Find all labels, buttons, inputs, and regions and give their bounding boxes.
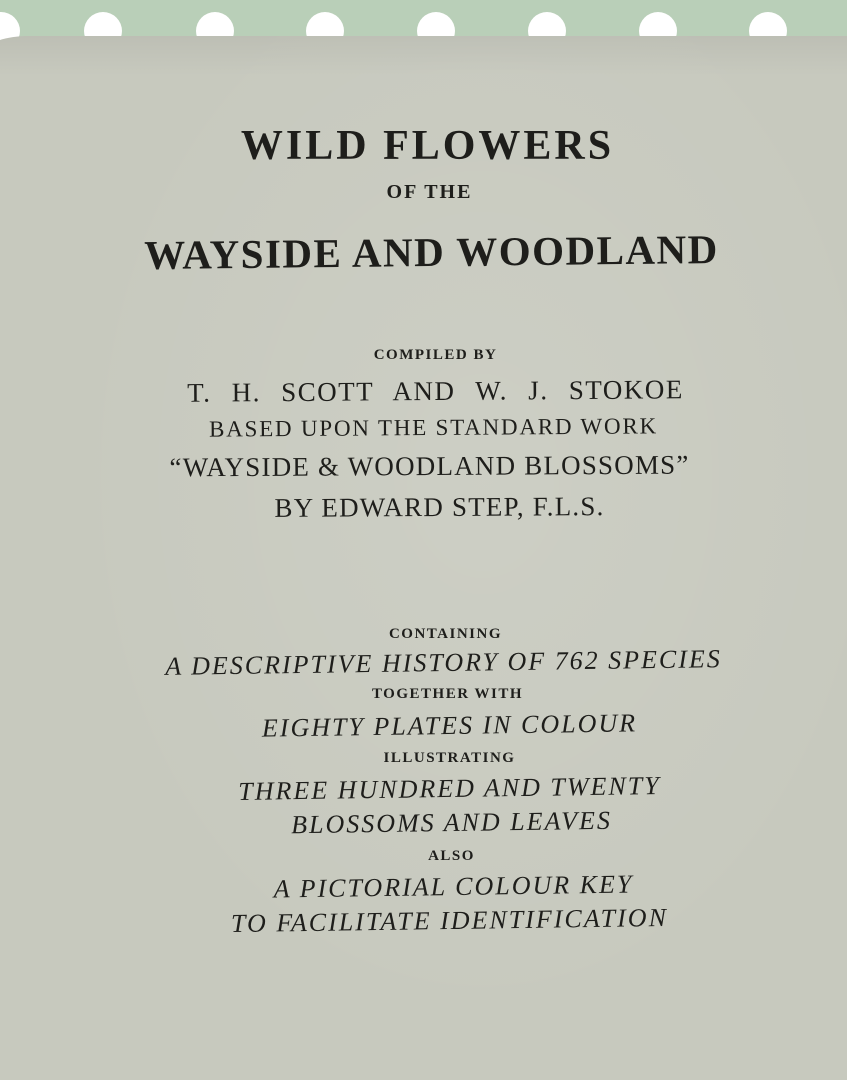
based-upon-line: BASED UPON THE STANDARD WORK [208,413,659,442]
book-title-line-3: WAYSIDE AND WOODLAND [144,225,719,279]
contents-line-blossoms: BLOSSOMS AND LEAVES [290,805,613,840]
contents-line-colour-key: A PICTORIAL COLOUR KEY [273,869,634,904]
contents-line-blossoms-count: THREE HUNDRED AND TWENTY [238,771,661,806]
source-author-line: BY EDWARD STEP, F.L.S. [274,491,605,523]
illustrating-label: ILLUSTRATING [383,750,516,766]
authors-line: T. H. SCOTT AND W. J. STOKOE [187,374,684,408]
source-work-title: “WAYSIDE & WOODLAND BLOSSOMS” [169,449,690,483]
also-label: ALSO [428,848,475,864]
book-title-line-2: OF THE [386,181,473,203]
contents-line-identification: TO FACILITATE IDENTIFICATION [230,902,669,939]
together-with-label: TOGETHER WITH [371,686,524,702]
book-title-line-1: WILD FLOWERS [240,123,615,169]
compiled-by-label: COMPILED BY [373,347,498,363]
containing-label: CONTAINING [388,626,503,642]
contents-line-plates: EIGHTY PLATES IN COLOUR [261,708,638,743]
contents-line-species: A DESCRIPTIVE HISTORY OF 762 SPECIES [165,644,722,681]
